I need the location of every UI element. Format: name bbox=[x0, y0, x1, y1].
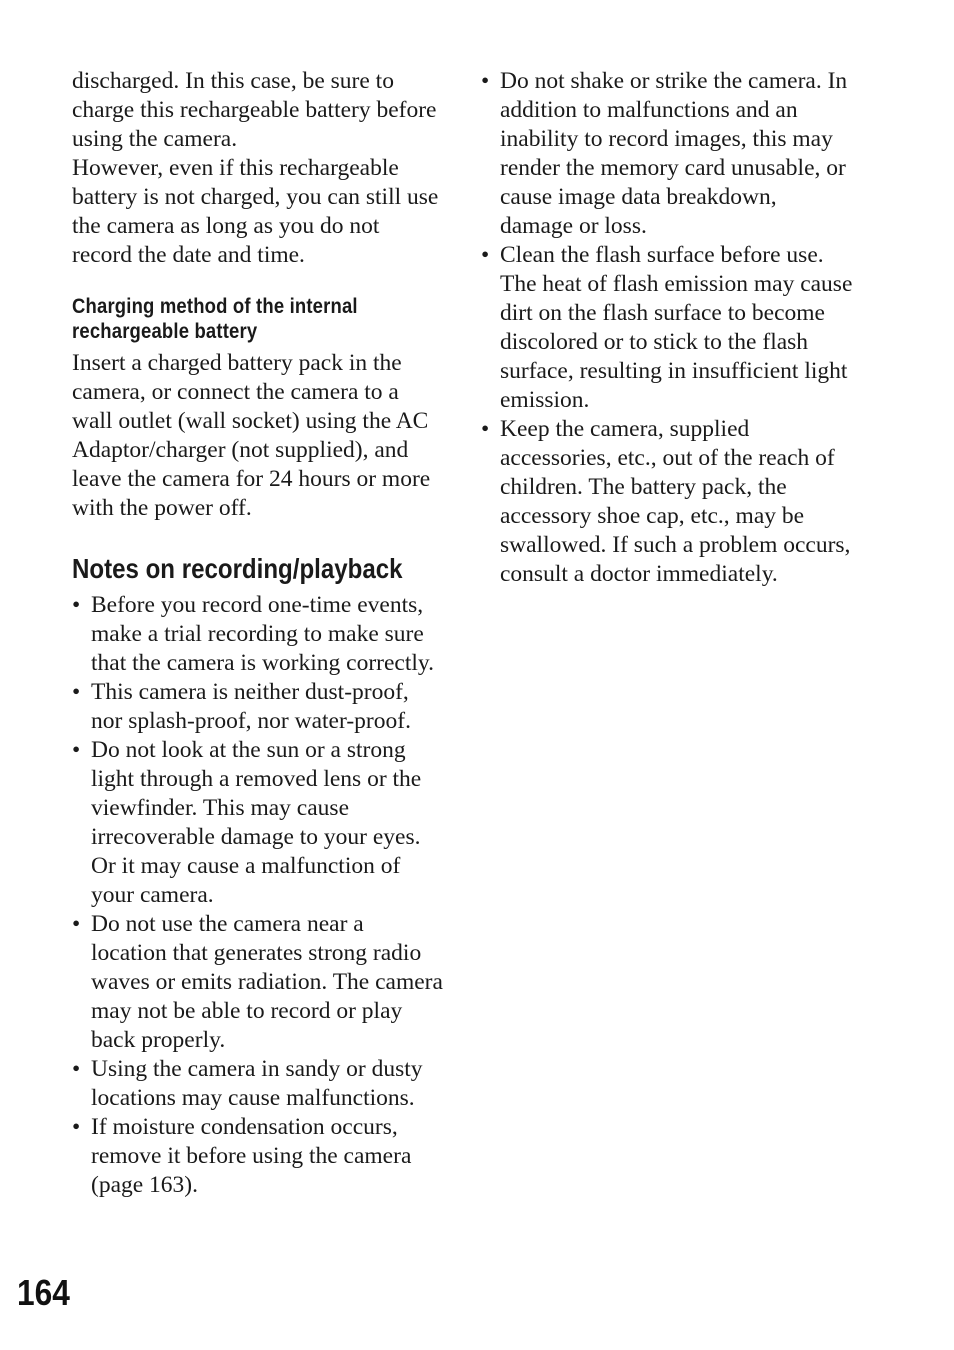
bullet-icon: • bbox=[72, 592, 81, 618]
list-item bbox=[481, 241, 853, 415]
bullet-icon: • bbox=[481, 242, 490, 268]
list-item bbox=[72, 1113, 444, 1200]
list-item bbox=[72, 910, 444, 1055]
intro-paragraph-continued: However, even if this rechargeable battery is not charged, you can still use the camera as long as you do not record the date and time. bbox=[72, 155, 439, 268]
page-number: 164 bbox=[17, 1272, 70, 1313]
list-item bbox=[72, 678, 444, 736]
list-item-text: Before you record one-time events, make a trial recording to make sure that the camera is working correctly. bbox=[91, 592, 434, 676]
bullet-icon: • bbox=[481, 416, 490, 442]
list-item-text: Do not shake or strike the camera. In addition to malfunctions and an inability to record images, this may render the memory card unusable, or cause image data breakdown, damage or loss. bbox=[500, 68, 848, 239]
bullet-icon: • bbox=[72, 1056, 81, 1082]
list-item-text: Do not use the camera near a location that generates strong radio waves or emits radiation. The camera may not be able to record or play back properly. bbox=[91, 911, 443, 1053]
bullet-icon: • bbox=[72, 737, 81, 763]
list-item-text: If moisture condensation occurs, remove it before using the camera (page 163). bbox=[91, 1114, 412, 1198]
section-title-recording-playback: Notes on recording/playback bbox=[72, 553, 403, 584]
charging-method-heading: Charging method of the internal rechargeable battery bbox=[72, 295, 358, 343]
list-item bbox=[72, 736, 444, 910]
intro-paragraph: discharged. In this case, be sure to charge this rechargeable battery before using the camera. bbox=[72, 68, 437, 152]
bullet-icon: • bbox=[72, 911, 81, 937]
list-item bbox=[72, 591, 444, 678]
list-item bbox=[72, 1055, 444, 1113]
recording-notes-list-continued bbox=[481, 67, 853, 589]
list-item-text: Clean the flash surface before use. The heat of flash emission may cause dirt on the flash surface to become discolored or to stick to the flash surface, resulting in insufficient light emission. bbox=[500, 242, 853, 413]
list-item-text: Do not look at the sun or a strong light through a removed lens or the viewfinder. This may cause irrecoverable damage to your eyes. Or it may cause a malfunction of your camera. bbox=[91, 737, 422, 908]
recording-notes-list bbox=[72, 591, 444, 1200]
list-item-text: Using the camera in sandy or dusty locations may cause malfunctions. bbox=[91, 1056, 423, 1111]
list-item bbox=[481, 67, 853, 241]
list-item-text: This camera is neither dust-proof, nor splash-proof, nor water-proof. bbox=[91, 679, 411, 734]
left-column bbox=[72, 67, 444, 1200]
list-item-text: Keep the camera, supplied accessories, etc., out of the reach of children. The battery pack, the accessory shoe cap, etc., may be swallowed. If such a problem occurs, consult a doctor immediately. bbox=[500, 416, 851, 587]
bullet-icon: • bbox=[72, 679, 81, 705]
bullet-icon: • bbox=[72, 1114, 81, 1140]
charging-method-paragraph: Insert a charged battery pack in the camera, or connect the camera to a wall outlet (wall socket) using the AC Adaptor/charger (not supplied), and leave the camera for 24 hours or more with the power off. bbox=[72, 350, 431, 521]
list-item bbox=[481, 415, 853, 589]
bullet-icon: • bbox=[481, 68, 490, 94]
right-column bbox=[481, 67, 853, 589]
